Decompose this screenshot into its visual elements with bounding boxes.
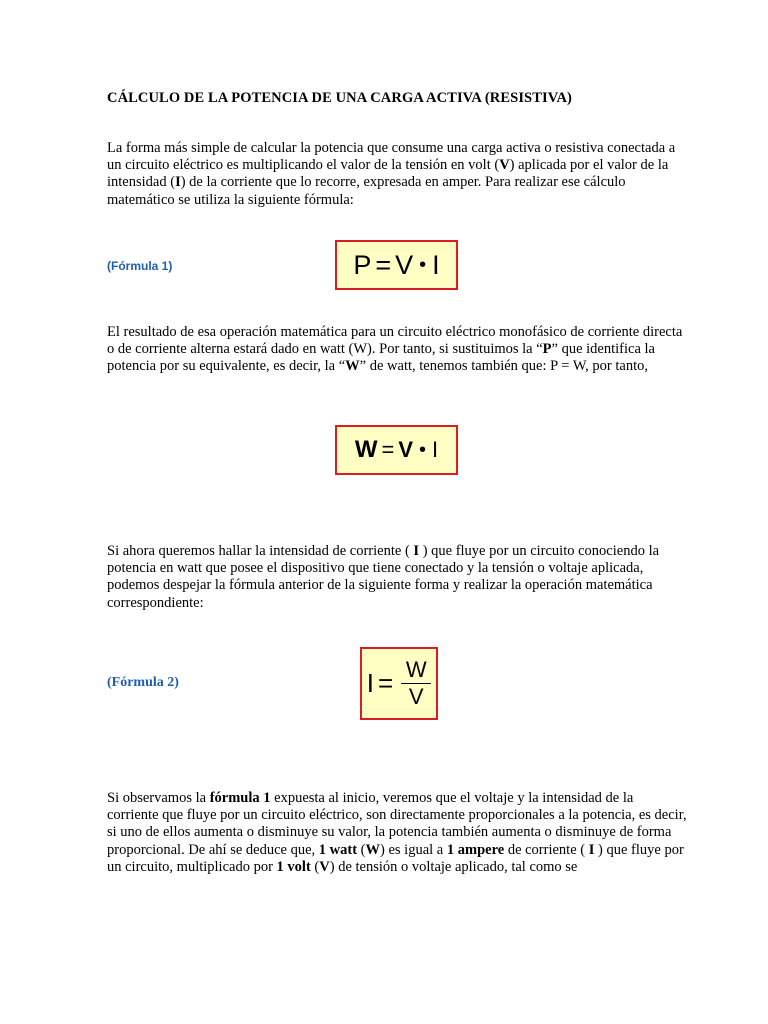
formula-2-fraction bbox=[401, 657, 431, 710]
formula-watt-i: I bbox=[432, 437, 439, 462]
formula-2-box bbox=[360, 647, 438, 720]
formula-watt-dot: • bbox=[419, 438, 427, 461]
formula-watt-equals: = bbox=[381, 437, 395, 462]
formula-1-lhs: P bbox=[353, 249, 372, 280]
formula-2-equals: = bbox=[378, 668, 394, 698]
formula-2-label: (Fórmula 2) bbox=[107, 675, 179, 690]
formula-1-equals: = bbox=[375, 249, 392, 280]
page-title: CÁLCULO DE LA POTENCIA DE UNA CARGA ACTIVA (RESISTIVA) bbox=[107, 90, 572, 106]
formula-watt-lhs: W bbox=[354, 436, 378, 463]
formula-watt-v: V bbox=[398, 437, 414, 462]
formula-2-denominator: V bbox=[408, 684, 424, 709]
paragraph-intensity: Si ahora queremos hallar la intensidad de corriente ( I ) que fluye por un circuito conociendo la potencia en watt que posee el dispositivo que tiene conectado y la tensión o voltaje aplicada, podemos despejar la fórmula anterior de la siguiente forma y realizar la operación matemática correspondiente: bbox=[107, 543, 660, 611]
formula-1-dot: • bbox=[419, 253, 427, 276]
formula-1-label: (Fórmula 1) bbox=[107, 259, 173, 273]
paragraph-intro: La forma más simple de calcular la potencia que consume una carga activa o resistiva conectada a un circuito eléctrico es multiplicando el valor de la tensión en volt (V) aplicada por el valor de la intensidad (I) de la corriente que lo recorre, expresada en amper. Para realizar ese cálculo matemático se utiliza la siguiente fórmula: bbox=[107, 140, 676, 208]
paragraph-result: El resultado de esa operación matemática para un circuito eléctrico monofásico de corriente directa o de corriente alterna estará dado en watt (W). Por tanto, si sustituimos la “P” que identifica la potencia por su equivalente, es decir, la “W” de watt, tenemos también que: P = W, por tanto, bbox=[107, 324, 683, 375]
formula-2-numerator: W bbox=[405, 657, 427, 682]
formula-1-box bbox=[335, 240, 458, 290]
formula-1-i: I bbox=[432, 249, 440, 280]
formula-2-lhs: I bbox=[366, 668, 375, 698]
paragraph-observation: Si observamos la fórmula 1 expuesta al inicio, veremos que el voltaje y la intensidad de la corriente que fluye por un circuito eléctrico, son directamente proporcionales a la potencia, es decir, si uno de ellos aumenta o disminuye su valor, la potencia también aumenta o disminuye de forma proporcional. De ahí se deduce que, 1 watt (W) es igual a 1 ampere de corriente ( I ) que fluye por un circuito, multiplicado por 1 volt (V) de tensión o voltaje aplicado, tal como se bbox=[107, 790, 687, 875]
formula-watt-box bbox=[335, 425, 458, 475]
formula-1-v: V bbox=[395, 249, 414, 280]
